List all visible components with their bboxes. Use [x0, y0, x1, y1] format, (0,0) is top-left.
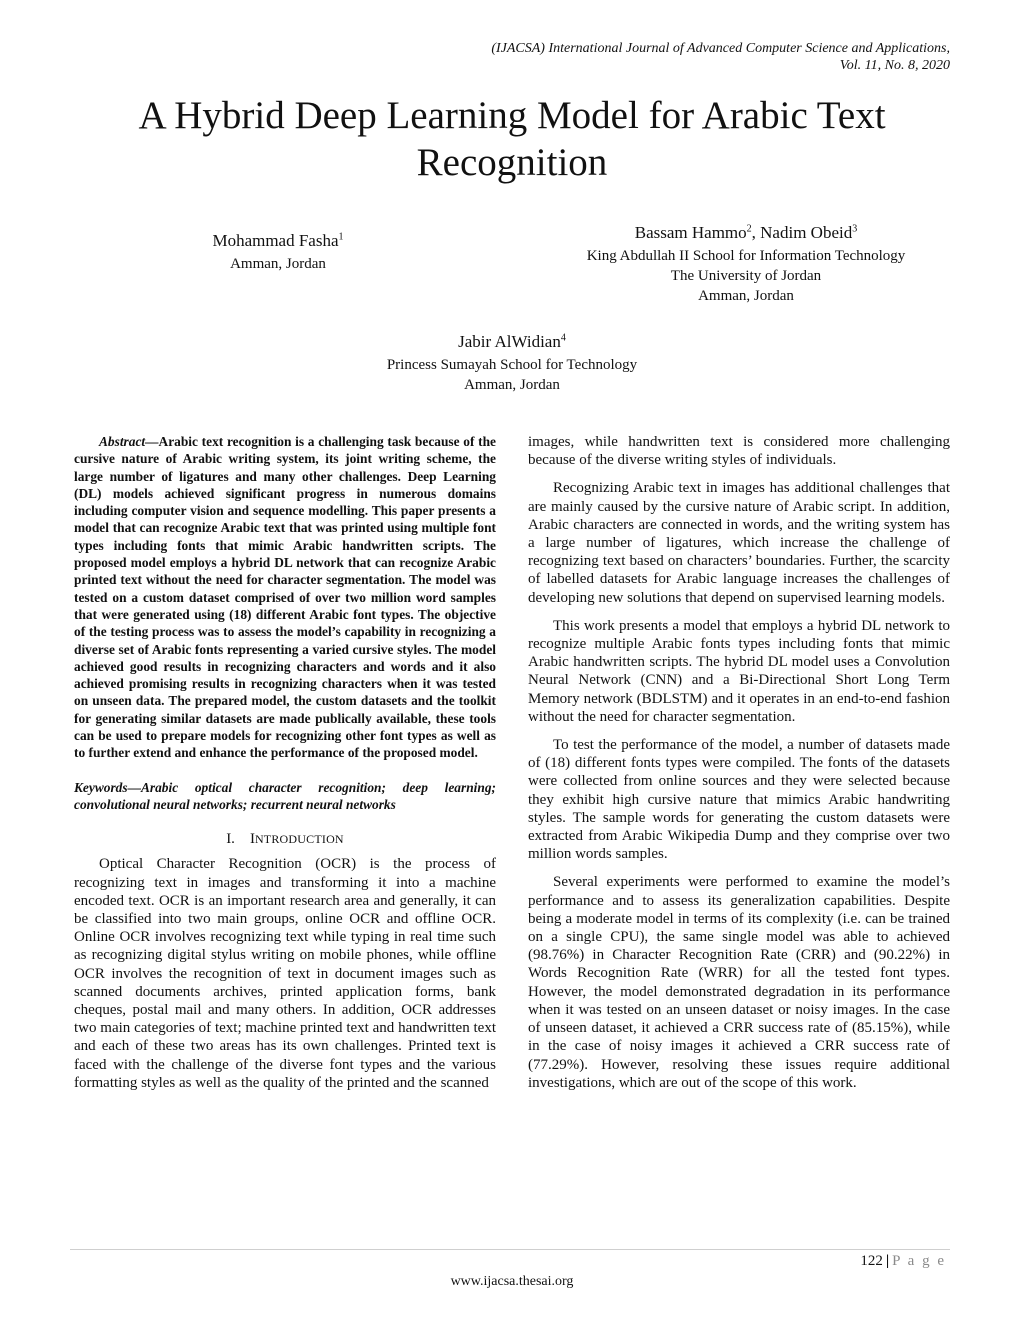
author-block-2: [546, 222, 946, 306]
right-column: [528, 433, 950, 1102]
journal-header: [250, 40, 950, 74]
intro-paragraph: Optical Character Recognition (OCR) is the process of recognizing text in images and transforming it into a machine encoded text. OCR is an important research area and generally, it can be classified into two main groups, online OCR and offline OCR. Online OCR involves recognizing text while typing in real time such as recognizing digital stylus writing on mobile phones, while offline OCR involves the recognition of text in document images such as scanned documents archives, printed application forms, bank cheques, postal mail and many others. In addition, OCR addresses two main categories of text; machine printed text and handwritten text and each of these two areas has its own challenges. Printed text is faced with the challenge of the diverse font types and the various formatting styles as well as the quality of the printed and the scanned: [74, 856, 496, 1091]
journal-name: (IJACSA) International Journal of Advanced Computer Science and Applications,: [491, 41, 950, 56]
author-affiliation-school: King Abdullah II School for Information Technology: [586, 248, 906, 264]
intro-paragraph: Recognizing Arabic text in images has additional challenges that are mainly caused by the cursive nature of Arabic script. In addition, Arabic characters are connected in words, and the writing system has a large number of ligatures, which increase the challenge of recognizing text based on characters’ boundaries. Further, the scarcity of labelled datasets for Arabic language increases the challenges of developing new solutions that depend on supervised learning models.: [528, 480, 950, 606]
author-names: Bassam Hammo$^2$, Nadim Obeid$^3$: [634, 223, 858, 242]
journal-volume: Vol. 11, No. 8, 2020: [839, 58, 950, 73]
author-affiliation-city: Amman, Jordan: [464, 377, 560, 393]
footer-url: www.ijacsa.thesai.org: [450, 1274, 574, 1289]
abstract-text: Arabic text recognition is a challenging task because of the cursive nature of Arabic writing system, its joint writing scheme, the large number of ligatures and many other challenges. Deep Learning (DL) models achieved significant progress in numerous domains including computer vision and sequence modelling. This paper presents a model that can recognize Arabic text that was printed using multiple font types including fonts that mimic Arabic handwritten scripts. The proposed model employs a hybrid DL network that can recognize Arabic printed text without the need for character segmentation. The model was tested on a custom dataset comprised of over two million word samples that were generated using (18) different Arabic font types. The objective of the testing process was to assess the model’s capability in recognizing a diverse set of Arabic fonts representing a varied cursive styles. The model achieved good results in recognizing characters and words and it also achieved promising results in recognizing characters when it was tested on unseen data. The prepared model, the custom datasets and the toolkit for generating similar datasets are made publically available, these tools can be used to prepare models for recognizing other font types as well as to further extend and enhance the performance of the proposed model.: [74, 434, 496, 761]
author-affiliation-city: Amman, Jordan: [698, 288, 794, 304]
keywords: Keywords—Arabic optical character recognition; deep learning; convolutional neural networks; recurrent neural networks: [74, 779, 496, 812]
left-column: [74, 433, 496, 1092]
author-affiliation: Amman, Jordan: [230, 256, 326, 272]
intro-paragraph: Several experiments were performed to examine the model’s performance and to assess its generalization capabilities. Despite being a moderate model in terms of its complexity (i.e. can be trained on a single CPU), the same single model was able to achieved (98.76%) in Character Recognition Rate (CRR) and (90.22%) in Words Recognition Rate (WRR) for all the tested font types. However, the model demonstrated degradation in its performance when it was tested on an unseen dataset or noisy images. In the case of unseen dataset, it achieved a CRR success rate of (85.15%), while in the case of noisy images it achieved a CRR success rate of (77.29%). However, resolving these issues require additional investigations, which are out of the scope of this work.: [528, 874, 950, 1091]
title-line-1: A Hybrid Deep Learning Model for Arabic Text: [138, 94, 886, 137]
author-affiliation-university: The University of Jordan: [670, 268, 822, 284]
section-heading-introduction: I. INTRODUCTION: [226, 831, 344, 848]
intro-paragraph: To test the performance of the model, a number of datasets made of (18) different fonts types were compiled. The fonts of the datasets were collected from online sources and they were selected because they exhibit high cursive nature that mimics Arabic handwriting styles. The sample words for generating the custom datasets were extracted from Arabic Wikipedia Dump and they comprise over two million words samples.: [528, 737, 950, 863]
intro-paragraph: This work presents a model that employs a hybrid DL network to recognize multiple Arabic fonts types including fonts that mimic Arabic handwritten scripts. The hybrid DL model uses a Convolution Neural Network (CNN) and a Bi-Directional Short Long Term Memory network (BDLSTM) and it operates in an end-to-end fashion without the need for character segmentation.: [528, 617, 950, 725]
author-affiliation-school: Princess Sumayah School for Technology: [386, 357, 638, 373]
page-number: 122 | P a g e: [860, 1253, 946, 1269]
abstract-label: Abstract—: [99, 434, 159, 449]
footer-divider: [70, 1249, 950, 1250]
author-block-3: [312, 331, 712, 395]
abstract: [74, 433, 496, 762]
title-line-2: Recognition: [416, 141, 608, 184]
intro-paragraph-continued: images, while handwritten text is considered more challenging because of the diverse writing styles of individuals.: [528, 434, 950, 469]
author-block-1: [158, 230, 398, 274]
paper-title: [60, 92, 964, 186]
author-name: Jabir AlWidian$^4$: [458, 332, 566, 351]
author-name: Mohammad Fasha$^1$: [212, 231, 344, 250]
